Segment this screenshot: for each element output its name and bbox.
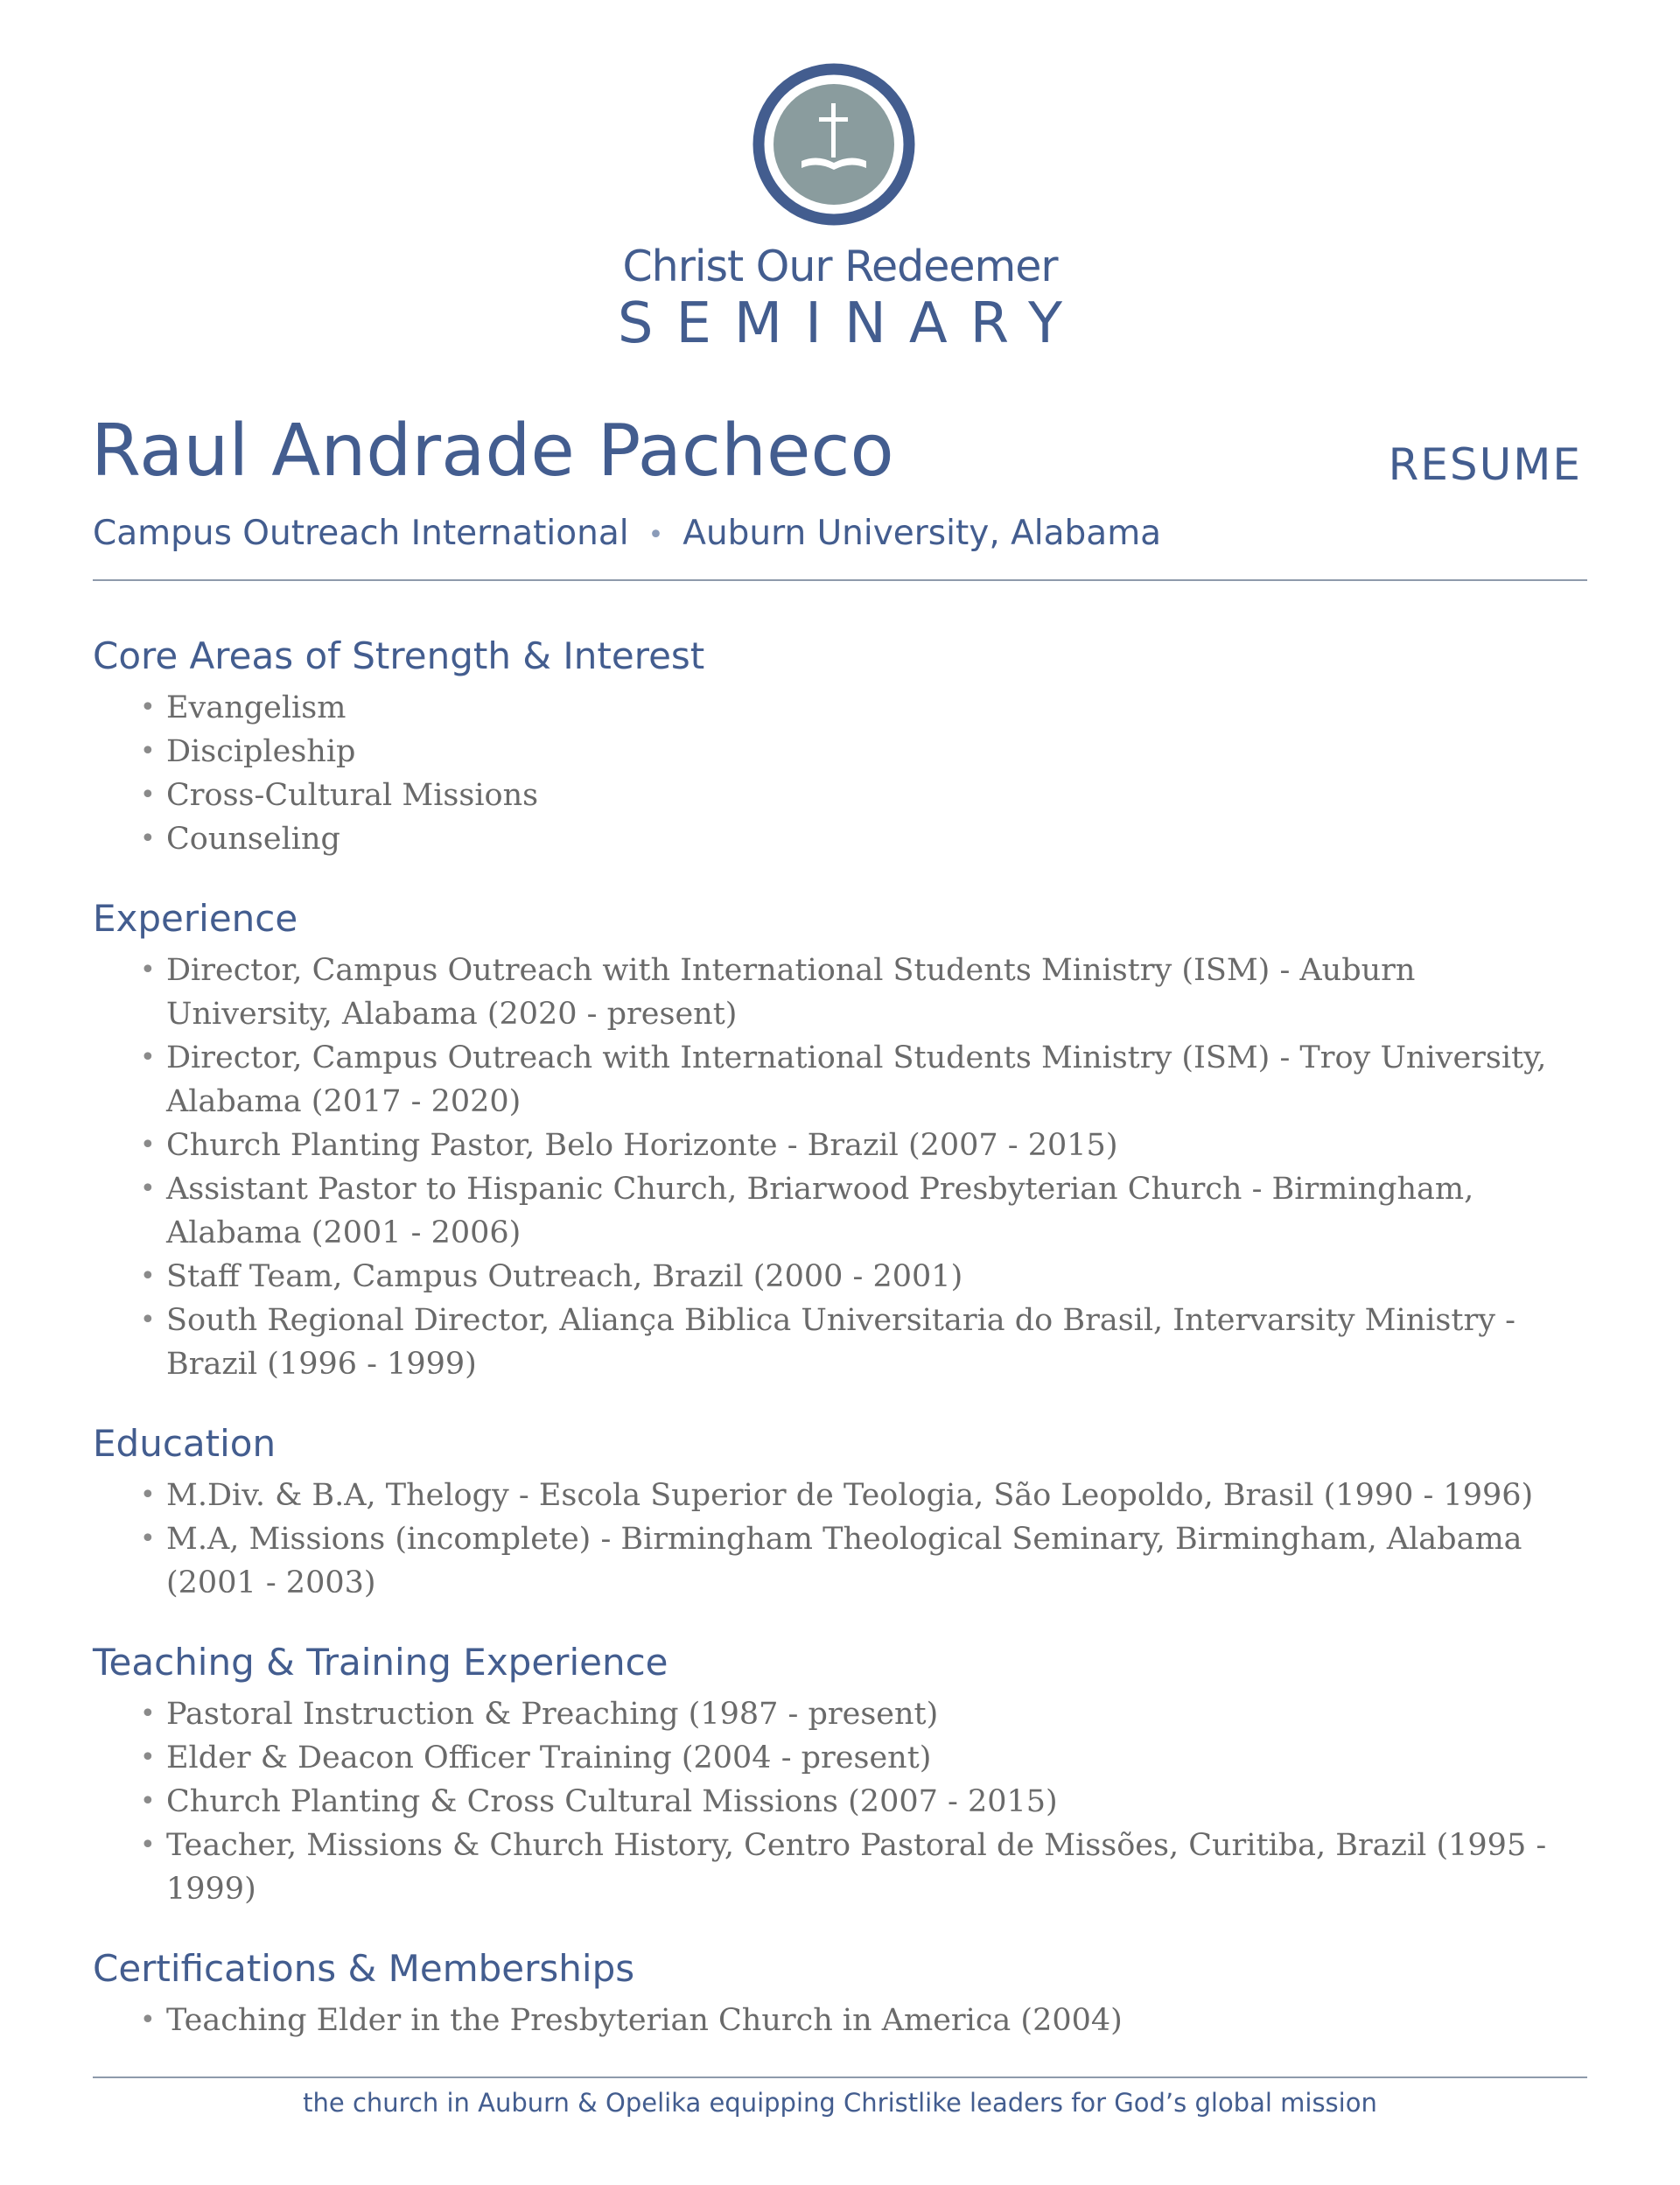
- list-item: • Teacher, Missions & Church History, Centro Pastoral de Missões, Curitiba, Brazil (1995 - 1999): [140, 1824, 1587, 1911]
- list-item: • Cross-Cultural Missions: [140, 774, 1587, 817]
- list-item: • Elder & Deacon Officer Training (2004 - present): [140, 1736, 1587, 1780]
- list-item: • Teaching Elder in the Presbyterian Church in America (2004): [140, 1999, 1587, 2042]
- list-item: • Church Planting & Cross Cultural Missions (2007 - 2015): [140, 1780, 1587, 1824]
- item-list: [93, 1999, 1587, 2042]
- item-list: [93, 949, 1587, 1386]
- list-item: • South Regional Director, Aliança Biblica Universitaria do Brasil, Intervarsity Ministry - Brazil (1996 - 1999): [140, 1299, 1587, 1386]
- list-item: • M.Div. & B.A, Thelogy - Escola Superior de Teologia, São Leopoldo, Brasil (1990 - 1996): [140, 1474, 1587, 1517]
- location: Auburn University, Alabama: [682, 514, 1162, 553]
- list-item: • Evangelism: [140, 686, 1587, 730]
- list-item: • Assistant Pastor to Hispanic Church, Briarwood Presbyterian Church - Birmingham, Alabama (2001 - 2006): [140, 1167, 1587, 1255]
- section-education: [93, 1419, 1587, 1605]
- separator: •: [648, 520, 664, 550]
- item-list: [93, 1474, 1587, 1605]
- item-list: [93, 686, 1587, 861]
- list-item: • Counseling: [140, 817, 1587, 861]
- section-title: Teaching & Training Experience: [93, 1641, 668, 1684]
- person-name: Raul Andrade Pacheco: [91, 410, 894, 493]
- item-list: [93, 1692, 1587, 1911]
- header-divider: [93, 579, 1587, 581]
- list-item: • Church Planting Pastor, Belo Horizonte - Brazil (2007 - 2015): [140, 1124, 1587, 1167]
- list-item: • M.A, Missions (incomplete) - Birmingham Theological Seminary, Birmingham, Alabama (2001 - 2003): [140, 1517, 1587, 1605]
- affiliation: Campus Outreach International: [93, 514, 629, 553]
- cross-book-icon: [751, 61, 917, 228]
- document-type: RESUME: [1388, 439, 1582, 490]
- section-title: Experience: [93, 897, 298, 940]
- section-strengths: [93, 632, 1587, 861]
- section-experience: [93, 894, 1587, 1386]
- section-certifications: [93, 1944, 1587, 2042]
- section-title: Education: [93, 1422, 276, 1465]
- org-name: Christ Our Redeemer: [622, 242, 1058, 291]
- resume-body: [93, 632, 1587, 2076]
- list-item: • Director, Campus Outreach with International Students Ministry (ISM) - Troy University, Alabama (2017 - 2020): [140, 1036, 1587, 1124]
- list-item: • Staff Team, Campus Outreach, Brazil (2000 - 2001): [140, 1255, 1587, 1299]
- list-item: • Director, Campus Outreach with International Students Ministry (ISM) - Auburn University, Alabama (2020 - present): [140, 949, 1587, 1036]
- affiliation-line: [93, 514, 1161, 553]
- footer-tagline: the church in Auburn & Opelika equipping Christlike leaders for God’s global mission: [303, 2088, 1377, 2118]
- footer-divider: [93, 2076, 1587, 2078]
- section-title: Certifications & Memberships: [93, 1947, 635, 1990]
- list-item: • Discipleship: [140, 730, 1587, 774]
- section-teaching: [93, 1638, 1587, 1911]
- section-title: Core Areas of Strength & Interest: [93, 634, 705, 677]
- list-item: • Pastoral Instruction & Preaching (1987 - present): [140, 1692, 1587, 1736]
- org-subname: SEMINARY: [617, 291, 1086, 356]
